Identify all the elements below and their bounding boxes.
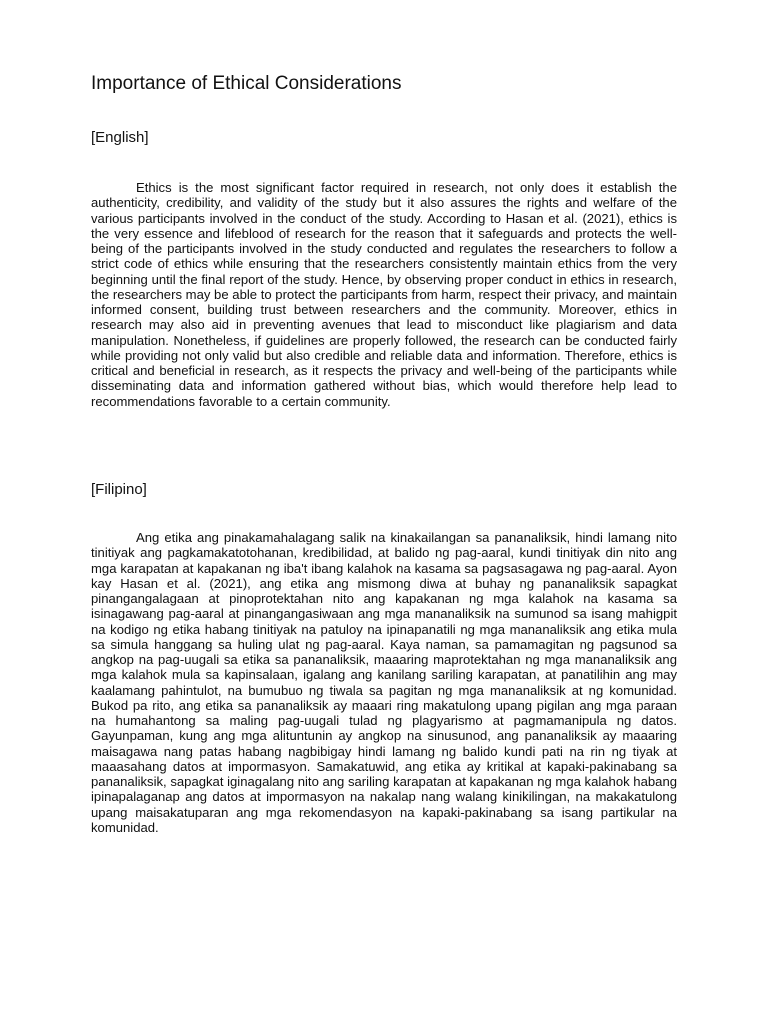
section-label-english: [English] bbox=[91, 129, 149, 146]
document-title: Importance of Ethical Considerations bbox=[91, 73, 402, 94]
paragraph-filipino: Ang etika ang pinakamahalagang salik na kinakailangan sa pananaliksik, hindi lamang nito tinitiyak ang pagkamakatotohanan, kredibilidad, at balido ng pag-aaral, kundi tinitiyak din nito ang mga karapatan at kapakanan ng iba't ibang kalahok na kasama sa pagsasagawa ng pag-aaral. Ayon kay Hasan et al. (2021), ang etika ang mismong diwa at buhay ng pananaliksik sapagkat pinangangalagaan at pinoprotektahan nito ang kapakanan ng mga kalahok na kasama sa isinagawang pag-aaral at pinangangasiwaan ang mga mananaliksik na sumunod sa isang mahigpit na kodigo ng etika habang tinitiyak na patuloy na ipinapanatili ng mga mananaliksik ang etika mula sa simula hanggang sa huling ulat ng pag-aaral. Kaya naman, sa pamamagitan ng pagsunod sa angkop na pag-uugali sa etika sa pananaliksik, maaaring maprotektahan ng mga mananaliksik ang mga kalahok mula sa kapinsalaan, igalang ang kanilang sariling karapatan, at panatilihin ang may kaalamang pahintulot, na bumubuo ng tiwala sa pagitan ng mga mananaliksik at ng komunidad. Bukod pa rito, ang etika sa pananaliksik ay maaari ring makatulong upang pigilan ang mga paraan na humahantong sa maling pag-uugali tulad ng plagyarismo at pagmamanipula ng datos. Gayunpaman, kung ang mga alituntunin ay angkop na sinusunod, ang pananaliksik ay maaaring maisagawa nang patas habang nagbibigay hindi lamang ng balido kundi pati na rin ng tiyak at maaasahang datos at impormasyon. Samakatuwid, ang etika ay kritikal at kapaki-pakinabang sa pananaliksik, sapagkat iginagalang nito ang sariling karapatan at kapakanan ng mga kalahok habang ipinapalaganap ang datos at impormasyon na nakalap nang walang kinikilingan, na makakatulong upang maisakatuparan ang mga rekomendasyon na kapaki-pakinabang sa isang partikular na komunidad. bbox=[91, 530, 678, 835]
paragraph-english: Ethics is the most significant factor required in research, not only does it establish the authenticity, credibility, and validity of the study but it also assures the rights and welfare of the various participants involved in the conduct of the study. According to Hasan et al. (2021), ethics is the very essence and lifeblood of research for the reason that it safeguards and protects the well-being of the participants involved in the study conducted and regulates the researchers to follow a strict code of ethics while ensuring that the researchers consistently maintain ethics from the very beginning until the final report of the study. Hence, by observing proper conduct in ethics in research, the researchers may be able to protect the participants from harm, respect their privacy, and maintain informed consent, building trust between researchers and the community. Moreover, ethics in research may also aid in preventing avenues that lead to misconduct like plagiarism and data manipulation. Nonetheless, if guidelines are properly followed, the research can be conducted fairly while providing not only valid but also credible and reliable data and information. Therefore, ethics is critical and beneficial in research, as it respects the privacy and well-being of the participants while disseminating data and information gathered without bias, which would therefore help lead to recommendations favorable to a certain community. bbox=[91, 180, 677, 409]
section-label-filipino: [Filipino] bbox=[91, 481, 147, 498]
